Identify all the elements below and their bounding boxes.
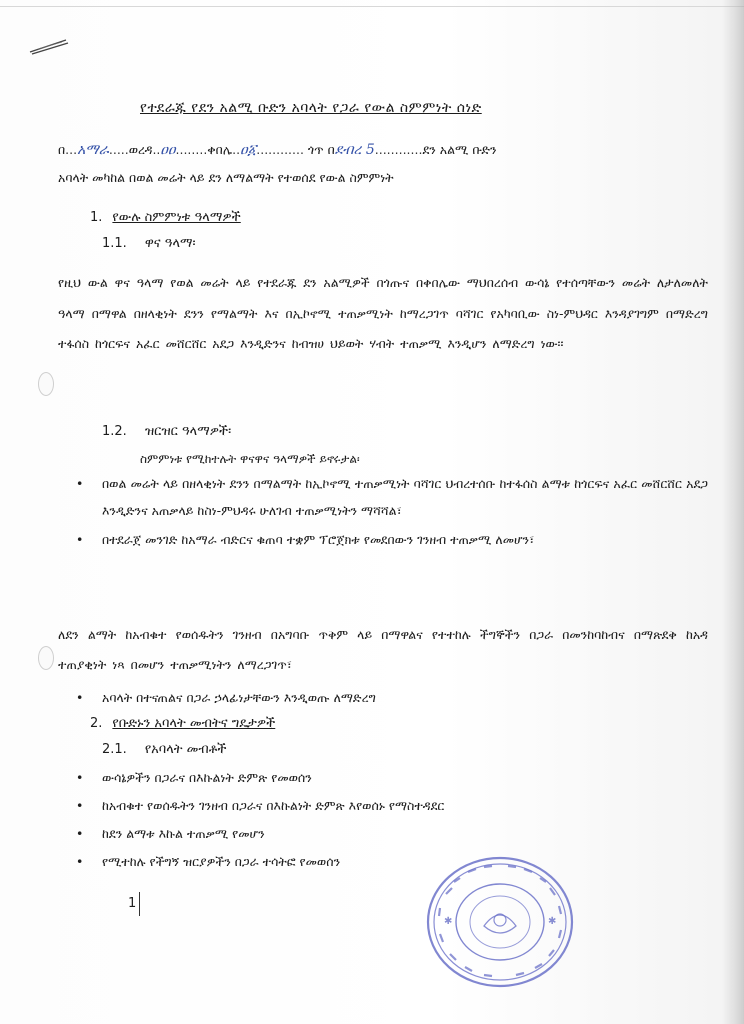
section-2-heading [90, 716, 275, 731]
punch-hole-mark [38, 372, 54, 396]
objective-paragraph-2: ለደን ልማት ከአብቁተ የወሰዱትን ገንዘብ በአግባቡ ጥቅም ላይ በማዋልና የተተከሉ ችግኞችን በጋራ በመንከባከብና በማጽደቅ ከአዳ ተጠያቂነት ነጻ በመሆን ተጠቃሚነትን ለማረጋገጥ፣ [58, 627, 708, 672]
svg-text:✱: ✱ [444, 916, 453, 927]
section-2-title: የቡድኑን አባላት መብትና ግዴታዎች [112, 716, 276, 731]
section-1-title: የውሉ ስምምነቱ ዓላማዎች [112, 210, 241, 225]
section-2-1-title: የአባላት መብቶች [144, 742, 227, 757]
pen-scribble-mark [28, 36, 70, 56]
list-item: • ውሳኔዎችን በጋራና በእኩልነት ድምጽ የመወሰን [72, 764, 672, 792]
member-responsibility-list [72, 684, 672, 711]
list-item: • በወል መሬት ላይ በዘላቂነት ደንን በማልማት ከኢኮኖሚ ተጠቃሚነት ባሻገር ህብረተሰቡ ከተፋሰስ ልማቱ ከጎርፍና አፈር መሸርሸር አደጋ እንዲድንና አጠቃላይ ከስነ-ምህዳሩ ሁለገብ ተጠቃሚነትን ማሻሻል፣ [72, 470, 708, 524]
official-seal-stamp [424, 854, 576, 990]
section-1-2-number: 1.2. [102, 424, 127, 439]
section-1-number: 1. [90, 210, 103, 225]
main-objective-paragraph: የዚህ ውል ዋና ዓላማ የወል መሬት ላይ የተደራጁ ደን አልሚዎች በጎጡና በቀበሌው ማህበረሰብ ውሳኔ የተሰጣቸውን መሬት ለታለመለት ዓላማ በማዋል በዘላቂነት ደንን የማልማት እና በኢኮኖሚ ተጠቃሚነት ከማረጋገጥ ባሻገር የአካባቢው ስነ-ምህዳር እንዳያገግም በማድረግ ተፋሰስ ከጎርፍና አፈር መሸርሸር አደጋ እንዲድንና ከብዝሀ ህይወት ሃብት ተጠቃሚ እንዲሆን ለማድረግ ነው፡፡ [58, 275, 708, 351]
section-1-heading [90, 210, 241, 225]
document-title: የተደራጁ የደን አልሚ ቡድን አባላት የጋራ የውል ስምምነት ሰነድ [140, 100, 482, 116]
bullet-icon: • [76, 532, 84, 547]
bullet-icon: • [76, 476, 84, 491]
section-1-2-title: ዝርዝር ዓላማዎች፡ [144, 424, 232, 439]
handwritten-kebele: ዐ፩ [240, 142, 257, 158]
handwritten-woreda: ዐዐ [160, 142, 176, 158]
member-rights-list [72, 764, 672, 876]
list-item: • በተደራጀ መንገድ ከአማራ ብድርና ቁጠባ ተቋም ፕሮጀክቱ የመደበውን ገንዘብ ተጠቃሚ ለመሆን፣ [72, 526, 708, 553]
list-item: • ከደን ልማቱ እኩል ተጠቃሚ የመሆን [72, 820, 672, 848]
section-1-2-intro: ስምምነቱ የሚከተሉት ዋናዋና ዓላማዎች ይኖሩታል፡ [140, 452, 360, 466]
handwritten-got: ደብረ 5 [334, 142, 375, 158]
page-number: 1 [128, 896, 137, 911]
bullet-icon: • [76, 798, 84, 813]
intro-suffix: ደን አልሚ ቡድን [422, 142, 497, 157]
handwritten-zone: አማራ [77, 142, 109, 158]
section-1-1-title: ዋና ዓላማ፡ [144, 236, 196, 251]
bullet-icon: • [76, 770, 84, 785]
specific-objectives-list [72, 470, 708, 553]
list-item: • አባላት በተናጠልና በጋራ ኃላፊነታቸውን እንዲወጡ ለማድረግ [72, 684, 672, 711]
section-1-2-heading [102, 424, 231, 439]
svg-text:✱: ✱ [548, 916, 557, 927]
intro-prefix: በ [58, 142, 66, 157]
kebele-label: ቀበሌ [207, 142, 233, 157]
list-item: • የሚተከሉ የችግኝ ዝርያዎችን በጋራ ተሳትፎ የመወሰን [72, 848, 672, 876]
bullet-icon: • [76, 690, 84, 705]
section-2-1-heading [102, 742, 226, 757]
scan-top-edge [0, 6, 744, 7]
intro-line-1: በ...አማራ.....ወረዳ..ዐዐ........ቀበሌ..ዐ፩............ ጎጥ በደብረ 5............ደን አልሚ ቡድን [58, 142, 497, 158]
bullet-icon: • [76, 854, 84, 869]
woreda-label: ወረዳ [128, 142, 153, 157]
list-item: • ከአብቁተ የወሰዱትን ገንዘብ በጋራና በእኩልነት ድምጽ እየወሰኑ የማስተዳደር [72, 792, 672, 820]
bullet-icon: • [76, 826, 84, 841]
page-number-bar [139, 892, 140, 916]
section-2-number: 2. [90, 716, 103, 731]
intro-line-2: አባላት መካከል በወል መሬት ላይ ደን ለማልማት የተወሰደ የውል ስምምነት [58, 170, 394, 185]
punch-hole-mark [38, 646, 54, 670]
section-1-1-number: 1.1. [102, 236, 127, 251]
scan-edge-shadow [722, 0, 744, 1024]
section-1-1-heading [102, 236, 196, 251]
section-2-1-number: 2.1. [102, 742, 127, 757]
got-label: ጎጥ በ [307, 142, 335, 157]
